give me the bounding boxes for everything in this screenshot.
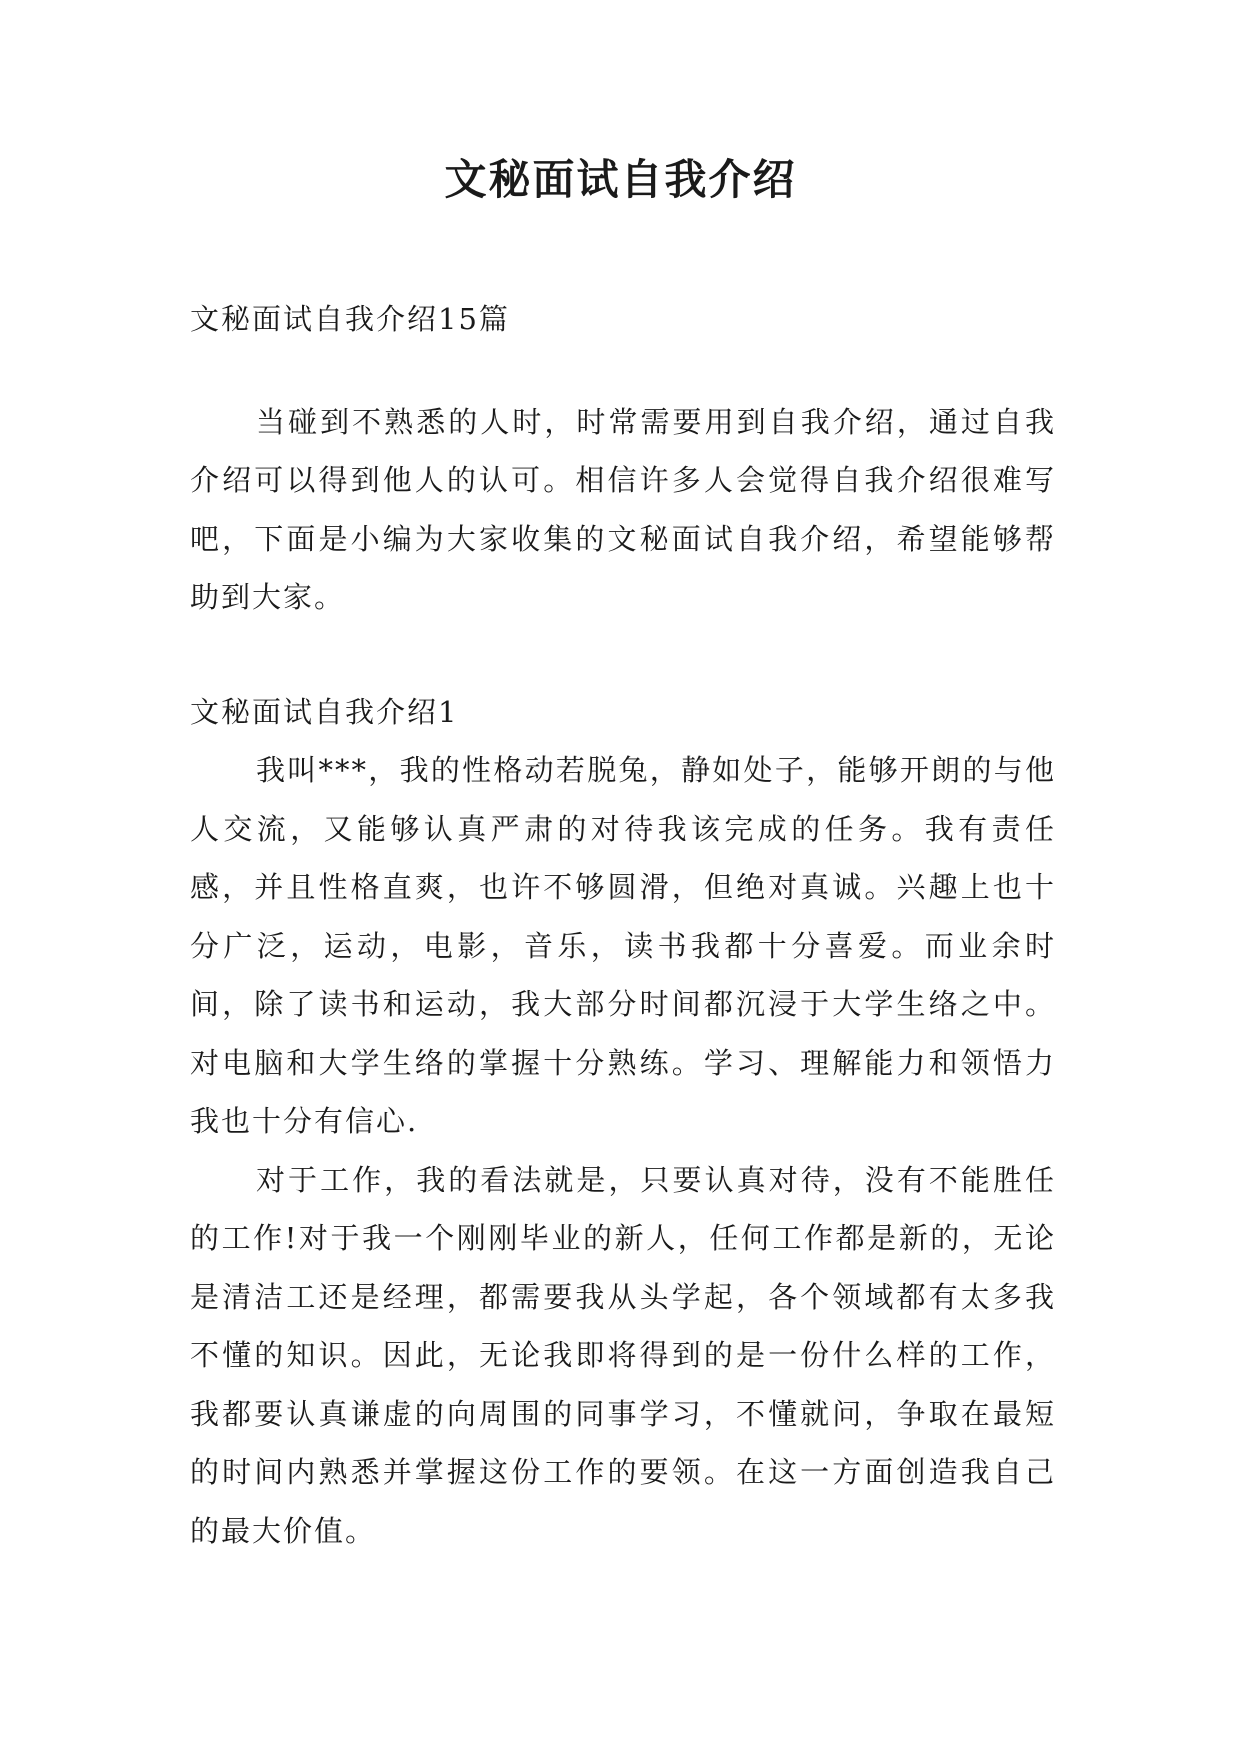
- page-title: 文秘面试自我介绍: [444, 155, 797, 204]
- document-body: [190, 290, 1056, 1560]
- body-paragraph: 对于工作，我的看法就是，只要认真对待，没有不能胜任的工作!对于我一个刚刚毕业的新人，任何工作都是新的，无论是清洁工还是经理，都需要我从头学起，各个领域都有太多我不懂的知识。因此，无论我即将得到的是一份什么样的工作，我都要认真谦虚的向周围的同事学习，不懂就问，争取在最短的时间内熟悉并掌握这份工作的要领。在这一方面创造我自己的最大价值。: [190, 1162, 1056, 1548]
- body-paragraph: 我叫***，我的性格动若脱兔，静如处子，能够开朗的与他人交流，又能够认真严肃的对待我该完成的任务。我有责任感，并且性格直爽，也许不够圆滑，但绝对真诚。兴趣上也十分广泛，运动，电影，音乐，读书我都十分喜爱。而业余时间，除了读书和运动，我大部分时间都沉浸于大学生络之中。对电脑和大学生络的掌握十分熟练。学习、理解能力和领悟力我也十分有信心.: [190, 753, 1056, 1138]
- document-subtitle: 文秘面试自我介绍15篇: [190, 302, 510, 336]
- section-heading: 文秘面试自我介绍1: [190, 694, 459, 729]
- intro-paragraph: 当碰到不熟悉的人时，时常需要用到自我介绍，通过自我介绍可以得到他人的认可。相信许多人会觉得自我介绍很难写吧，下面是小编为大家收集的文秘面试自我介绍，希望能够帮助到大家。: [190, 404, 1056, 614]
